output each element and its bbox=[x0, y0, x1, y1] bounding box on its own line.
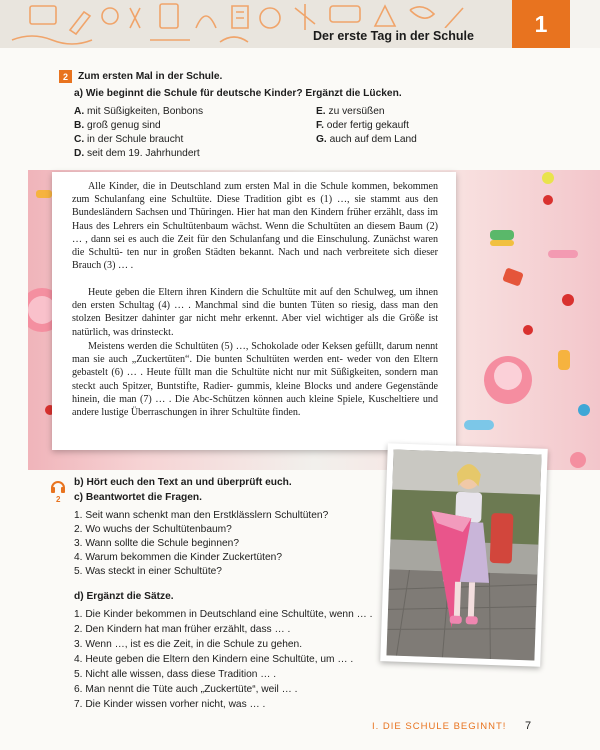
part-b-instruction: b) Hört euch den Text an und überprüft euch. bbox=[74, 477, 292, 488]
option-c: C. in der Schule braucht bbox=[74, 134, 184, 145]
option-d: D. seit dem 19. Jahrhundert bbox=[74, 148, 200, 159]
task-heading: Zum ersten Mal in der Schule. bbox=[78, 71, 223, 82]
option-b: B. groß genug sind bbox=[74, 120, 161, 131]
chapter-title: Der erste Tag in der Schule bbox=[313, 29, 474, 43]
question-5: 5. Was steckt in einer Schultüte? bbox=[74, 566, 222, 577]
part-a-instruction: a) Wie beginnt die Schule für deutsche Kinder? Ergänzt die Lücken. bbox=[74, 88, 402, 99]
task-number-badge: 2 bbox=[59, 70, 72, 83]
reading-paragraph-3: Meistens werden die Schultüten (5) …, Schokolade oder Keksen gefüllt, darum nennt man sie auch „Zuckertüten“. Die bunten Schultüten werden ent- weder von den Eltern gebastelt (6) … . Heute füllt man die Schultüte nicht nur mit Süßigkeiten, sondern man steckt auch Spitzer, Buntstifte, Radier- gummis, kleine Blocks und andere Gegenstände hinein, die man (7) … . Die Abc-Schützen können auch kleine Spiele, Kuscheltiere und andere lustige Überraschungen in ihrer Schultüte finden. bbox=[72, 341, 439, 419]
sentence-2: 2. Den Kindern hat man früher erzählt, dass … . bbox=[74, 624, 291, 635]
audio-track-number: 2 bbox=[56, 495, 61, 504]
page-number: 7 bbox=[525, 720, 532, 732]
option-a: A. mit Süßigkeiten, Bonbons bbox=[74, 106, 204, 117]
sentence-4: 4. Heute geben die Eltern den Kindern eine Schultüte, um … . bbox=[74, 654, 354, 665]
page-header bbox=[0, 0, 600, 48]
question-1: 1. Seit wann schenkt man den Erstklässlern Schultüten? bbox=[74, 510, 329, 521]
reading-paragraph-1: Alle Kinder, die in Deutschland zum ersten Mal in die Schule kommen, bekommen zum Schulanfang eine Schultüte. Diese Tradition gibt es (1) …, sie stammt aus den Bundesländern Sachsen und Thüringen. Hier hat man den Kindern früher erzählt, dass im Haus des Lehrers ein Schultütenbaum wächst. Wenn die Schultüten an diesem Baum (2) … , dann sei es auch die Zeit für den Schulanfang und die Einschulung. Zunächst waren die Schultü- ten nur in großen Städten bekannt. Nach und nach verbreitete sich dieser Brauch (3) … . bbox=[72, 181, 439, 272]
option-f: F. oder fertig gekauft bbox=[316, 120, 409, 131]
girl-photo-illustration bbox=[386, 449, 541, 660]
part-c-heading: c) Beantwortet die Fragen. bbox=[74, 492, 202, 503]
sentence-3: 3. Wenn …, ist es die Zeit, in die Schule zu gehen. bbox=[74, 639, 303, 650]
sentence-6: 6. Man nennt die Tüte auch „Zuckertüte“, weil … . bbox=[74, 684, 298, 695]
sentence-1: 1. Die Kinder bekommen in Deutschland eine Schultüte, wenn … . bbox=[74, 609, 373, 620]
footer-chapter-title: I. DIE SCHULE BEGINNT! bbox=[372, 721, 507, 732]
option-g: G. auch auf dem Land bbox=[316, 134, 417, 145]
sentence-7: 7. Die Kinder wissen vorher nicht, was … . bbox=[74, 699, 266, 710]
question-4: 4. Warum bekommen die Kinder Zuckertüten? bbox=[74, 552, 282, 563]
question-2: 2. Wo wuchs der Schultütenbaum? bbox=[74, 524, 232, 535]
sentence-5: 5. Nicht alle wissen, dass diese Tradition … . bbox=[74, 669, 277, 680]
option-e: E. zu versüßen bbox=[316, 106, 385, 117]
chapter-number-badge: 1 bbox=[512, 0, 570, 48]
girl-with-schultuete-photo bbox=[380, 443, 548, 666]
question-3: 3. Wann sollte die Schule beginnen? bbox=[74, 538, 239, 549]
reading-paragraph-2: Heute geben die Eltern ihren Kindern die Schultüte mit auf den Schulweg, um ihnen den ersten Schultag (4) … . Manchmal sind die bunten Tüten so riesig, dass man den stolzen Besitzer dahinter gar nicht mehr erkennt. Aber viel wichtiger als die Größe ist natürlich, was drinsteckt. bbox=[72, 287, 439, 338]
part-d-heading: d) Ergänzt die Sätze. bbox=[74, 591, 174, 602]
